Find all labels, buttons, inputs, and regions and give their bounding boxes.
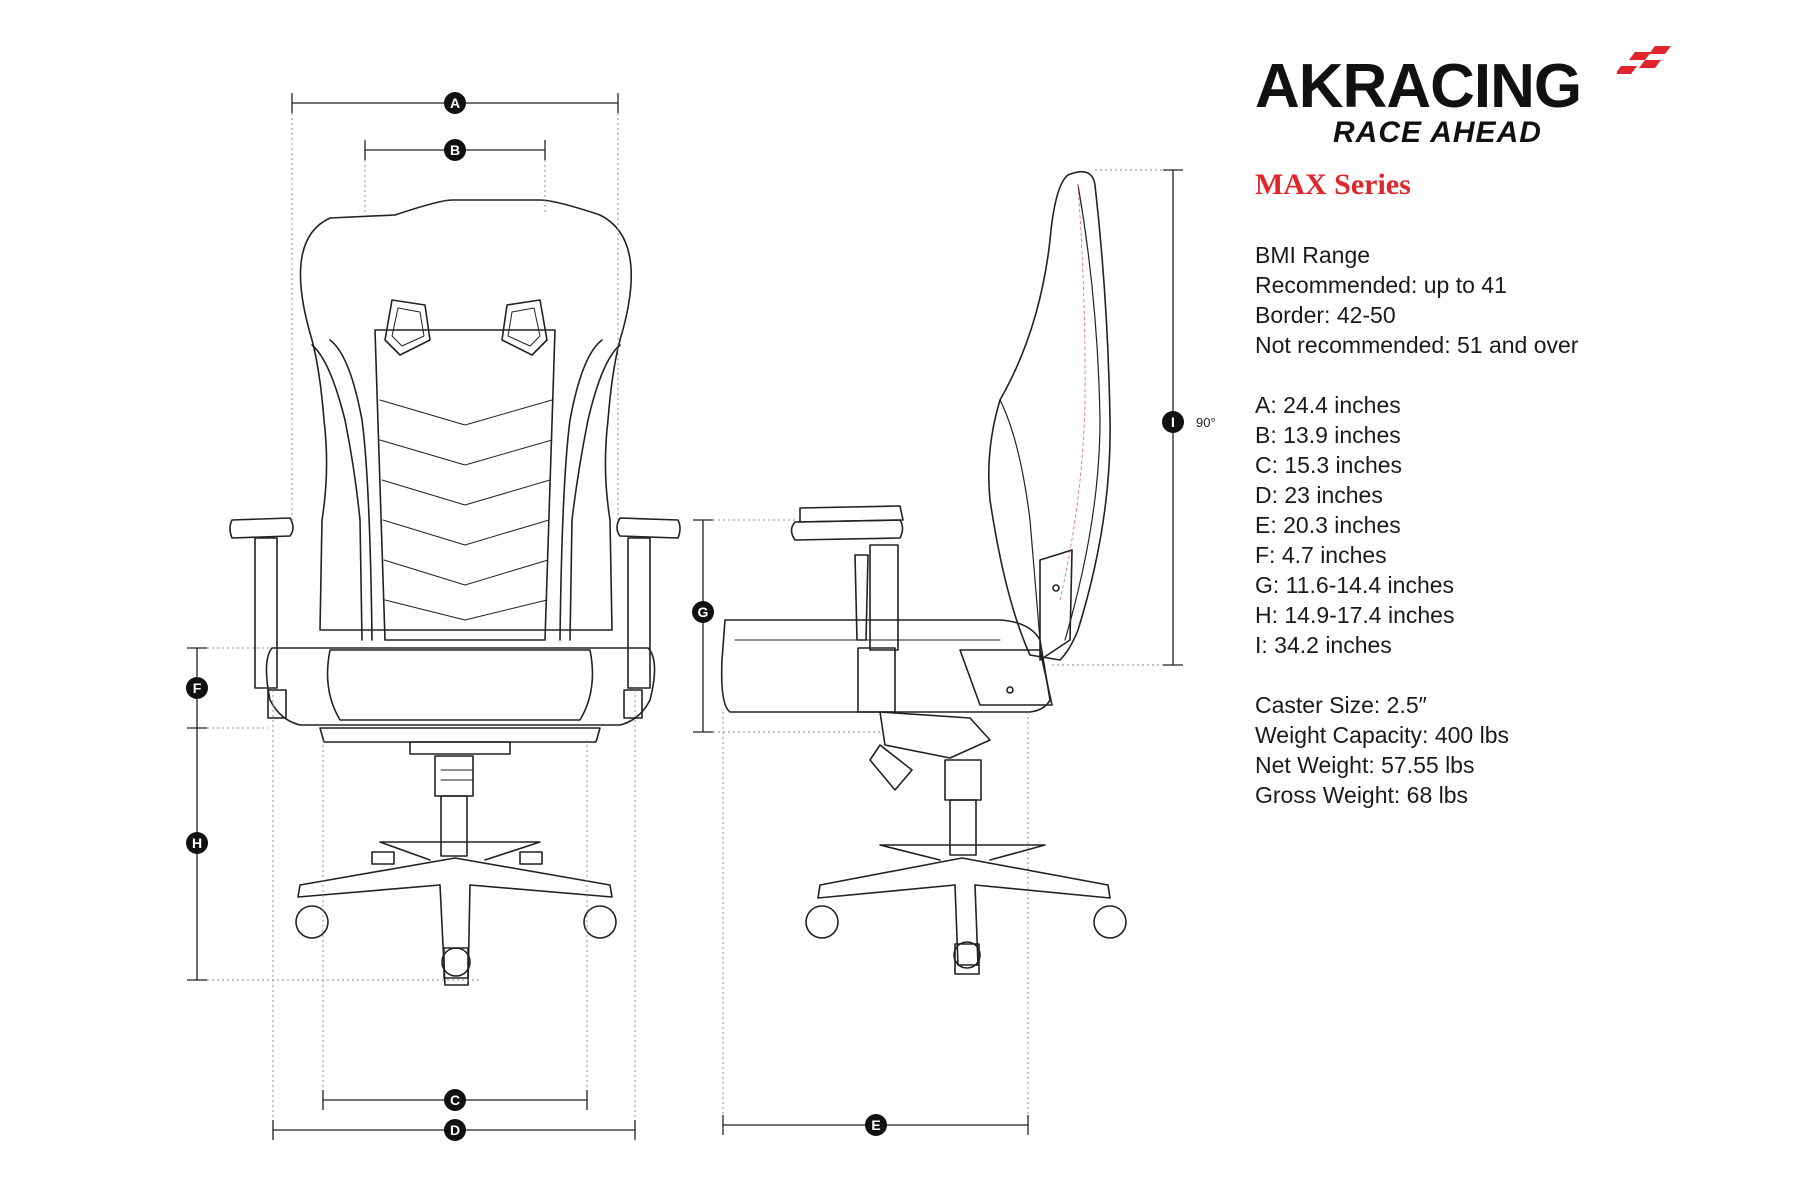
- svg-text:I: I: [1171, 414, 1175, 430]
- dim-label-e: [865, 1114, 887, 1136]
- dim-label-i: [1162, 411, 1184, 433]
- spec-line: Net Weight: 57.55 lbs: [1255, 752, 1475, 778]
- spec-line: Recommended: up to 41: [1255, 272, 1507, 298]
- weight-specs-group: [1255, 690, 1775, 810]
- spec-line: E: 20.3 inches: [1255, 512, 1401, 538]
- spec-line: B: 13.9 inches: [1255, 422, 1401, 448]
- dimension-labels: [186, 92, 1216, 1141]
- side-view-chair: [722, 172, 1126, 974]
- bmi-range-group: [1255, 240, 1775, 360]
- spec-line: Weight Capacity: 400 lbs: [1255, 722, 1509, 748]
- svg-text:F: F: [192, 680, 202, 696]
- spec-line: BMI Range: [1255, 242, 1371, 268]
- front-view-chair: [230, 200, 680, 985]
- spec-line: H: 14.9-17.4 inches: [1255, 602, 1455, 628]
- spec-line: G: 11.6-14.4 inches: [1255, 572, 1455, 598]
- dim-label-a: [444, 92, 466, 114]
- spec-line: Not recommended: 51 and over: [1255, 332, 1579, 358]
- spec-line: C: 15.3 inches: [1255, 452, 1403, 478]
- dimensions-group: [1255, 390, 1775, 660]
- spec-line: A: 24.4 inches: [1255, 392, 1401, 418]
- spec-line: Border: 42-50: [1255, 302, 1396, 328]
- series-title: MAX Series: [1255, 168, 1411, 201]
- brand-name: AKRACING: [1255, 52, 1582, 121]
- checkered-flag-icon: [1617, 44, 1677, 84]
- dim-label-h: [186, 832, 208, 854]
- spec-line: Gross Weight: 68 lbs: [1255, 782, 1469, 808]
- svg-text:G: G: [697, 604, 709, 620]
- spec-line: Caster Size: 2.5″: [1255, 692, 1427, 718]
- spec-line: I: 34.2 inches: [1255, 632, 1392, 658]
- brand-logo: [1255, 52, 1685, 152]
- spec-line: D: 23 inches: [1255, 482, 1383, 508]
- svg-text:B: B: [449, 142, 461, 158]
- svg-text:A: A: [449, 95, 461, 111]
- svg-text:D: D: [449, 1122, 461, 1138]
- spec-list: [1255, 240, 1775, 840]
- dim-label-g: [692, 601, 714, 623]
- dim-label-b: [444, 139, 466, 161]
- svg-text:H: H: [191, 835, 203, 851]
- brand-tagline: RACE AHEAD: [1333, 116, 1542, 149]
- dim-label-c: [444, 1089, 466, 1111]
- dim-label-d: [444, 1119, 466, 1141]
- backrest-angle-label: 90°: [1196, 415, 1216, 430]
- svg-text:E: E: [871, 1117, 881, 1133]
- spec-line: F: 4.7 inches: [1255, 542, 1387, 568]
- dim-label-f: [186, 677, 208, 699]
- svg-text:C: C: [449, 1092, 461, 1108]
